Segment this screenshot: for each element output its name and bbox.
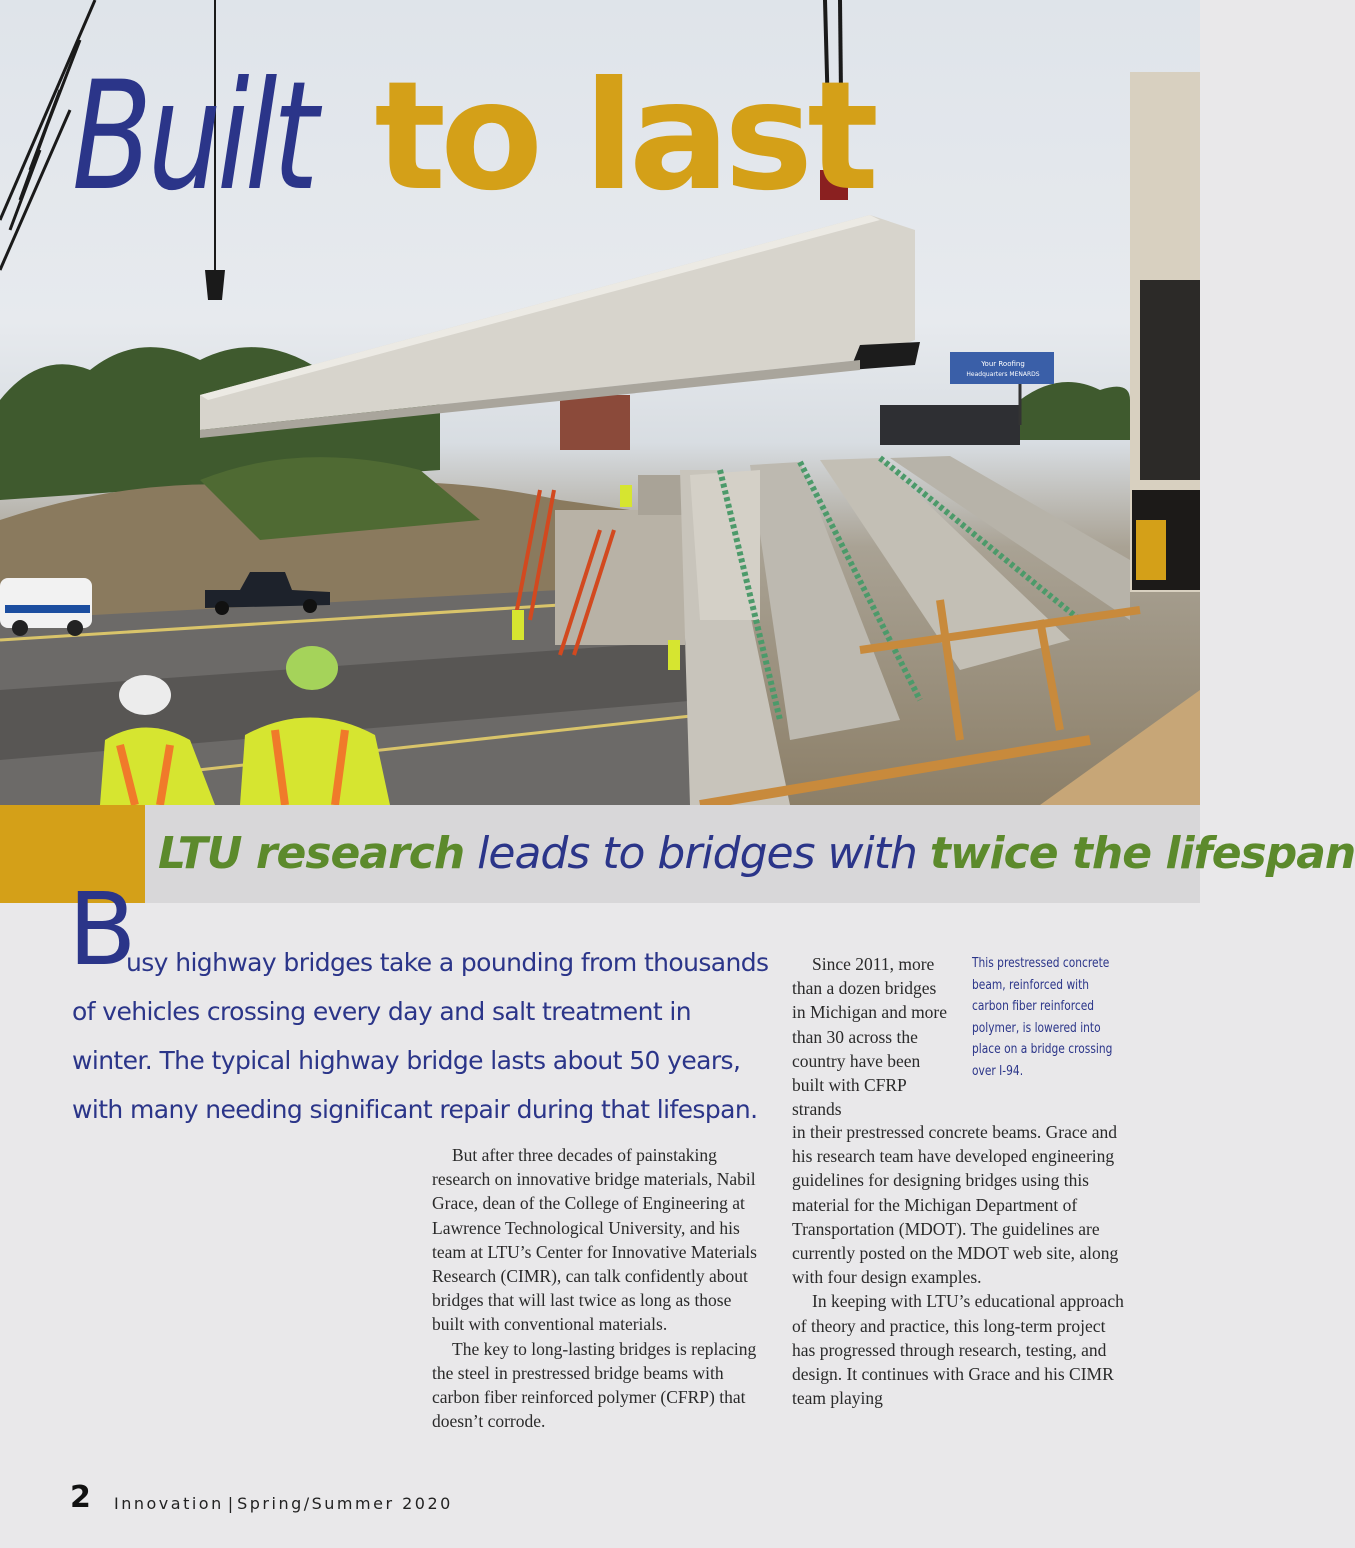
article-title [72,50,873,224]
title-word-built: Built [72,50,314,224]
lead-first-line: usy highway bridges take a pounding from thousands [126,948,769,977]
billboard [950,352,1054,384]
title-words-to-last: to last [374,50,873,224]
article-subtitle [158,822,1355,886]
body-paragraph: In keeping with LTU’s educational approach of theory and practice, this long-term project has progressed through research, testing, and design. It continues with Grace and his CIMR team playing [792,1291,1124,1409]
drop-cap: B [68,871,137,988]
issue-name: Spring/Summer 2020 [237,1494,453,1513]
van [0,578,92,628]
subtitle-part-2: leads to bridges with [464,828,930,879]
lead-rest: of vehicles crossing every day and salt treatment in winter. The typical highway bridge lasts about 50 years, with many needing significant repair during that lifespan. [72,997,758,1124]
page-number: 2 [70,1480,91,1515]
body-column-2 [792,1120,1132,1410]
photo-caption: This prestressed concrete beam, reinforced with carbon fiber reinforced polymer, is lowered into place on a bridge crossing over I-94. [972,956,1113,1079]
body-column-1 [432,1143,762,1433]
body-paragraph: The key to long-lasting bridges is replacing the steel in prestressed bridge beams with carbon fiber reinforced polymer (CFRP) that doesn’t corrode. [432,1338,757,1432]
publication-name: Innovation [114,1494,224,1513]
footer-divider: | [227,1494,234,1513]
body-paragraph: But after three decades of painstaking research on innovative bridge materials, Nabil Grace, dean of the College of Engineering at Lawrence Technological University, and his team at LTU’s Center for Innovative Materials Research (CIMR), can talk confidently about bridges that will last twice as long as those built with conventional materials. [432,1145,757,1335]
svg-text:Headquarters MENARDS: Headquarters MENARDS [966,371,1040,378]
subtitle-part-1: LTU research [158,828,465,879]
bridge-abutment [555,510,685,645]
lead-paragraph [72,938,772,1134]
body-paragraph: Since 2011, more than a dozen bridges in Michigan and more than 30 across the country have been built with CFRP strands [792,954,948,1120]
body-paragraph: in their prestressed concrete beams. Grace and his research team have developed engineering guidelines for designing bridges using this material for the Michigan Department of Transportation (MDOT). The guidelines are currently posted on the MDOT web site, along with four design examples. [792,1122,1119,1288]
hero-photo [0,0,1200,805]
subtitle-part-3: twice the lifespan [929,828,1355,879]
body-column-2-top [792,952,952,1121]
running-footer [114,1494,453,1513]
svg-text:Your Roofing: Your Roofing [981,360,1025,368]
